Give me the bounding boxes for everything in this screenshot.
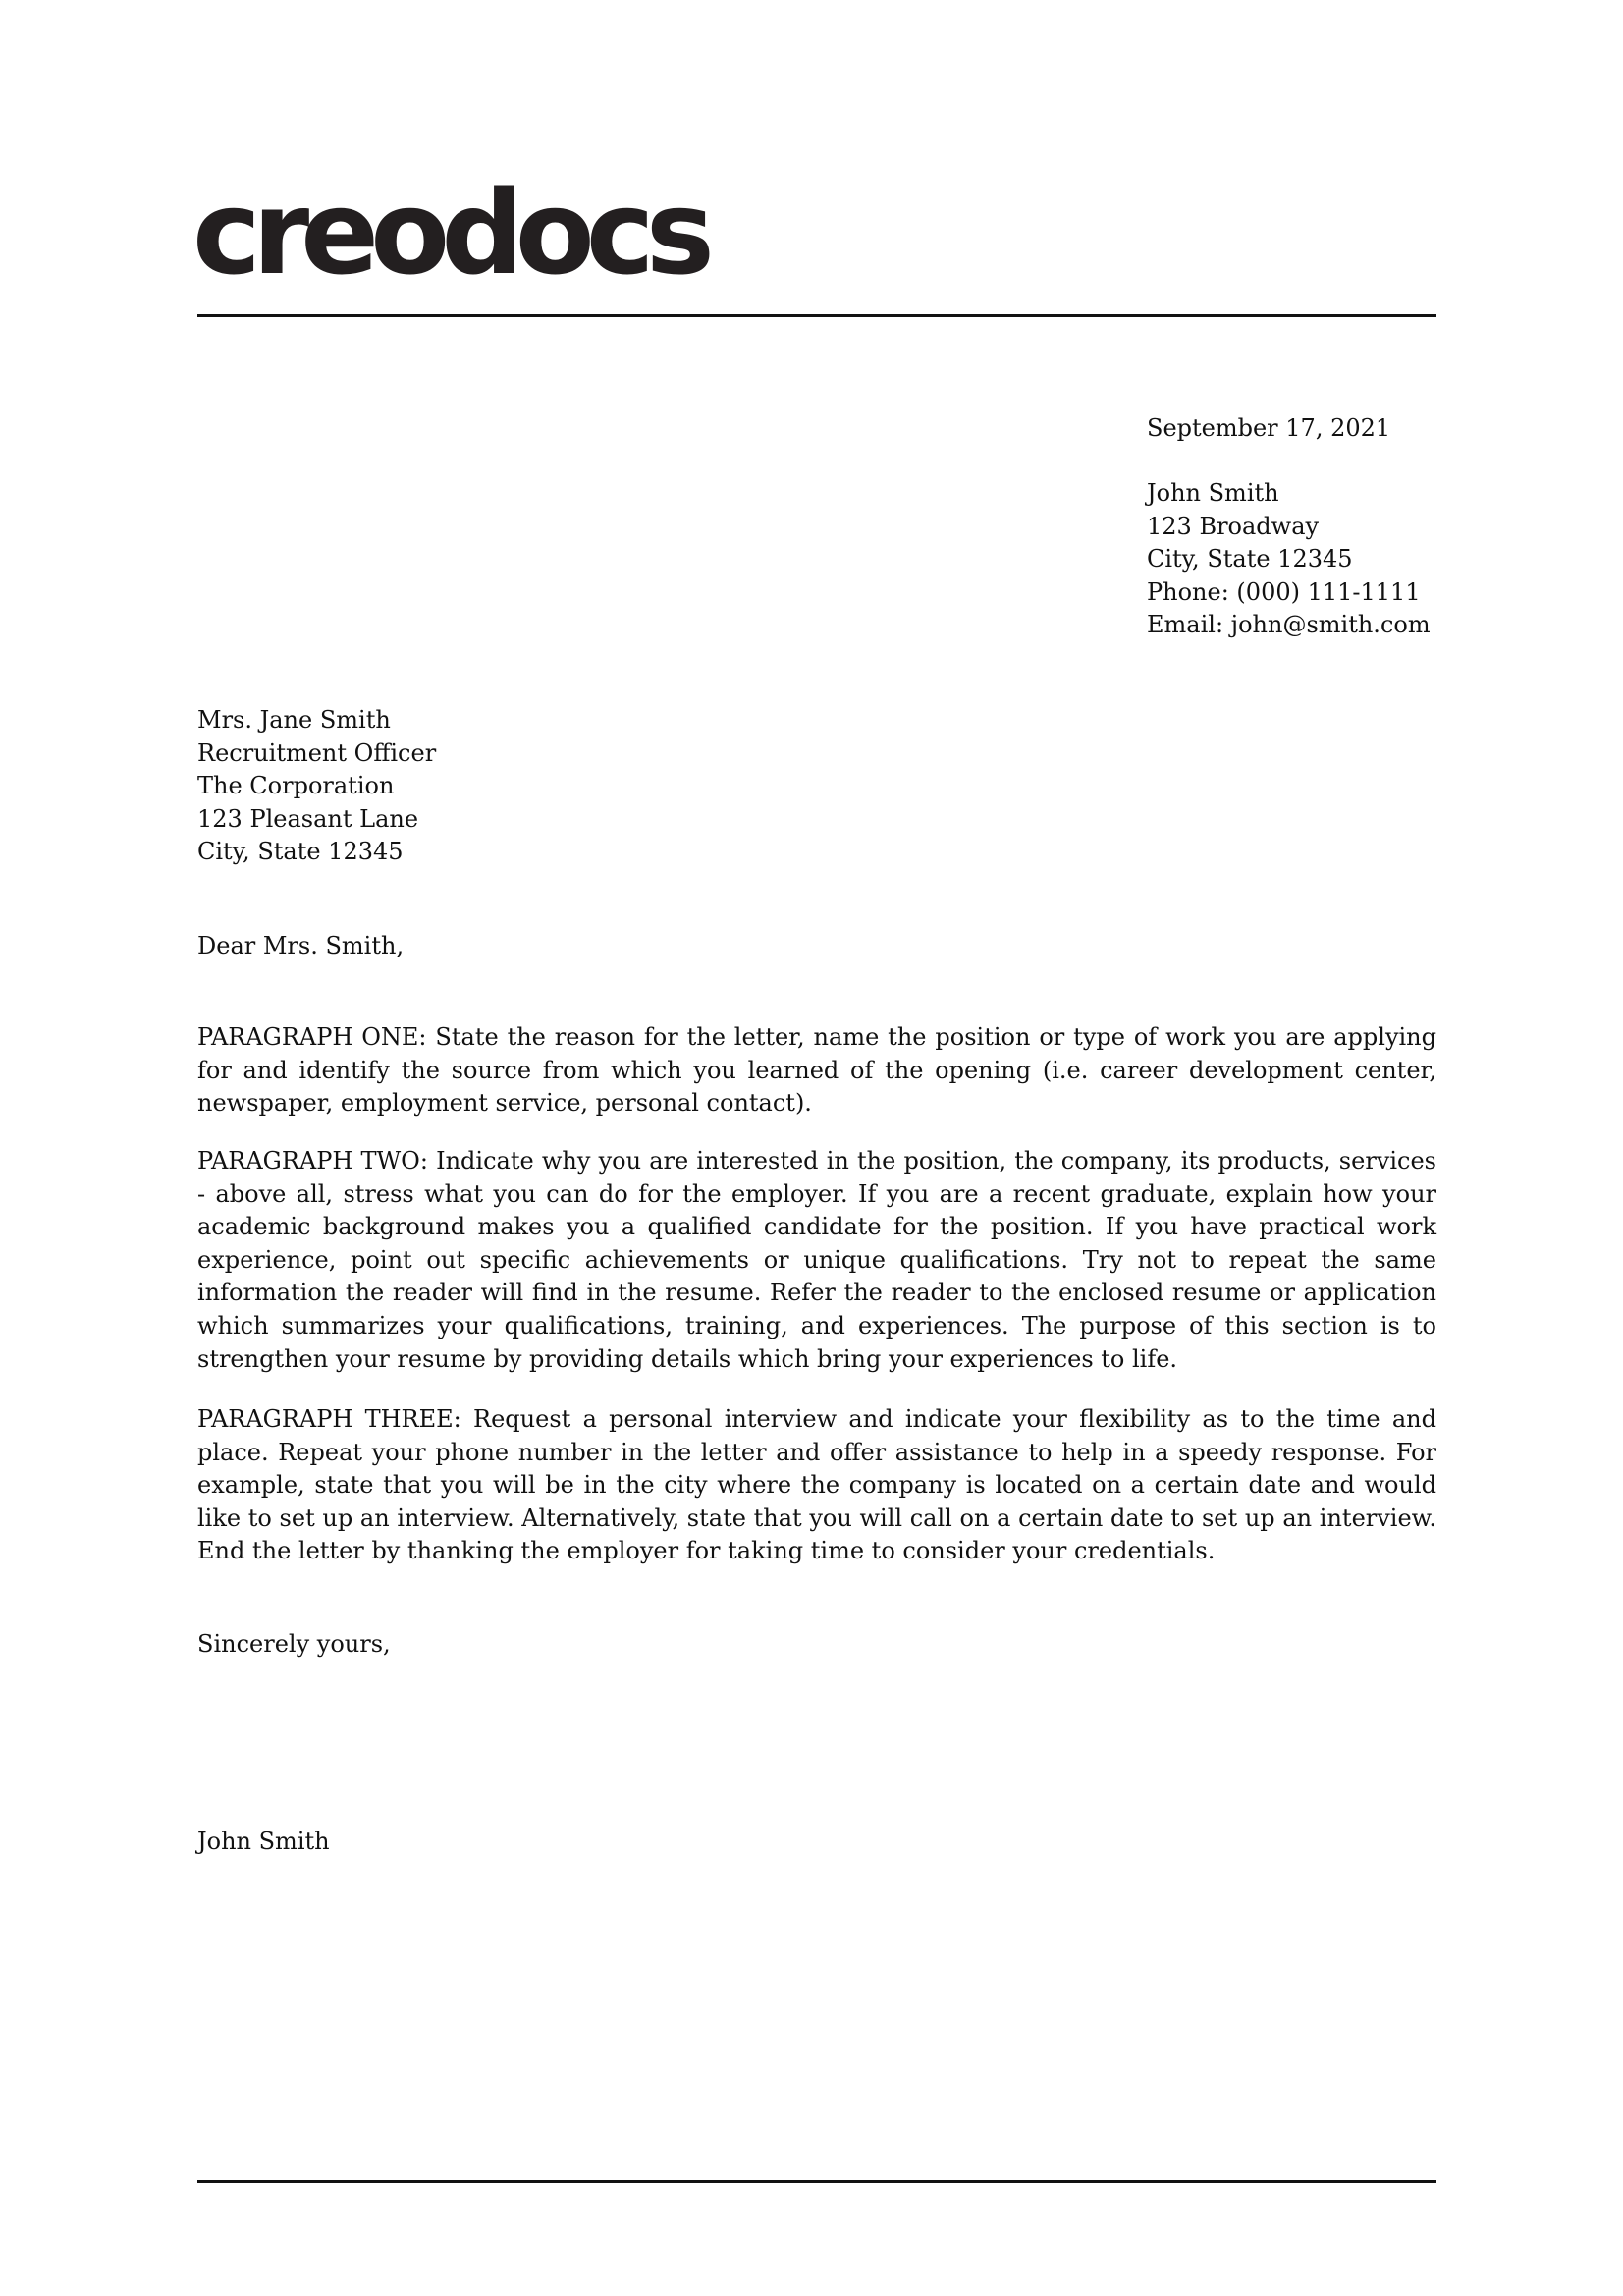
closing (197, 1628, 391, 1662)
closing-text: Sincerely yours, (197, 1630, 391, 1658)
letter-date (1147, 412, 1390, 446)
signature (197, 1826, 330, 1859)
header-divider (197, 314, 1436, 317)
recipient-address-block (197, 704, 436, 869)
salutation-text: Dear Mrs. Smith, (197, 932, 405, 959)
salutation (197, 930, 404, 963)
recipient-name: Mrs. Jane Smith (197, 706, 391, 734)
recipient-company: The Corporation (197, 772, 395, 800)
sender-city-state: City, State 12345 (1147, 545, 1353, 574)
date-text: September 17, 2021 (1147, 414, 1391, 442)
body-paragraph-three: PARAGRAPH THREE: Request a personal interview and indicate your flexibility as to the time and place. Repeat your phone number in the letter and offer assistance to help in a speedy response. For example, state that you will be in the city where the company is located on a certain date and would like to set up an interview. Alternatively, state that you will call on a certain date to set up an interview. End the letter by thanking the employer for taking time to consider your credentials. (197, 1405, 1436, 1565)
sender-address-block (1147, 477, 1431, 642)
signature-name: John Smith (197, 1828, 330, 1855)
sender-street: 123 Broadway (1147, 512, 1320, 540)
body-paragraph-two: PARAGRAPH TWO: Indicate why you are interested in the position, the company, its products, services - above all, stress what you can do for the employer. If you are a recent graduate, explain how your academic background makes you a qualified candidate for the position. If you have practical work experience, point out specific achievements or unique qualifications. Try not to repeat the same information the reader will find in the resume. Refer the reader to the enclosed resume or application which summarizes your qualifications, training, and experiences. The purpose of this section is to strengthen your resume by providing details which bring your experiences to life. (197, 1147, 1436, 1373)
recipient-city-state: City, State 12345 (197, 838, 404, 866)
footer-divider (197, 2180, 1436, 2183)
sender-email: Email: john@smith.com (1147, 611, 1431, 639)
recipient-street: 123 Pleasant Lane (197, 804, 419, 833)
company-logo: creodocs (192, 165, 706, 301)
recipient-title: Recruitment Officer (197, 738, 437, 767)
sender-phone: Phone: (000) 111-1111 (1147, 577, 1421, 606)
body-paragraph-one: PARAGRAPH ONE: State the reason for the letter, name the position or type of work you are applying for and identify the source from which you learned of the opening (i.e. career development center, newspaper, employment service, personal contact). (197, 1023, 1436, 1118)
sender-name: John Smith (1147, 479, 1279, 507)
